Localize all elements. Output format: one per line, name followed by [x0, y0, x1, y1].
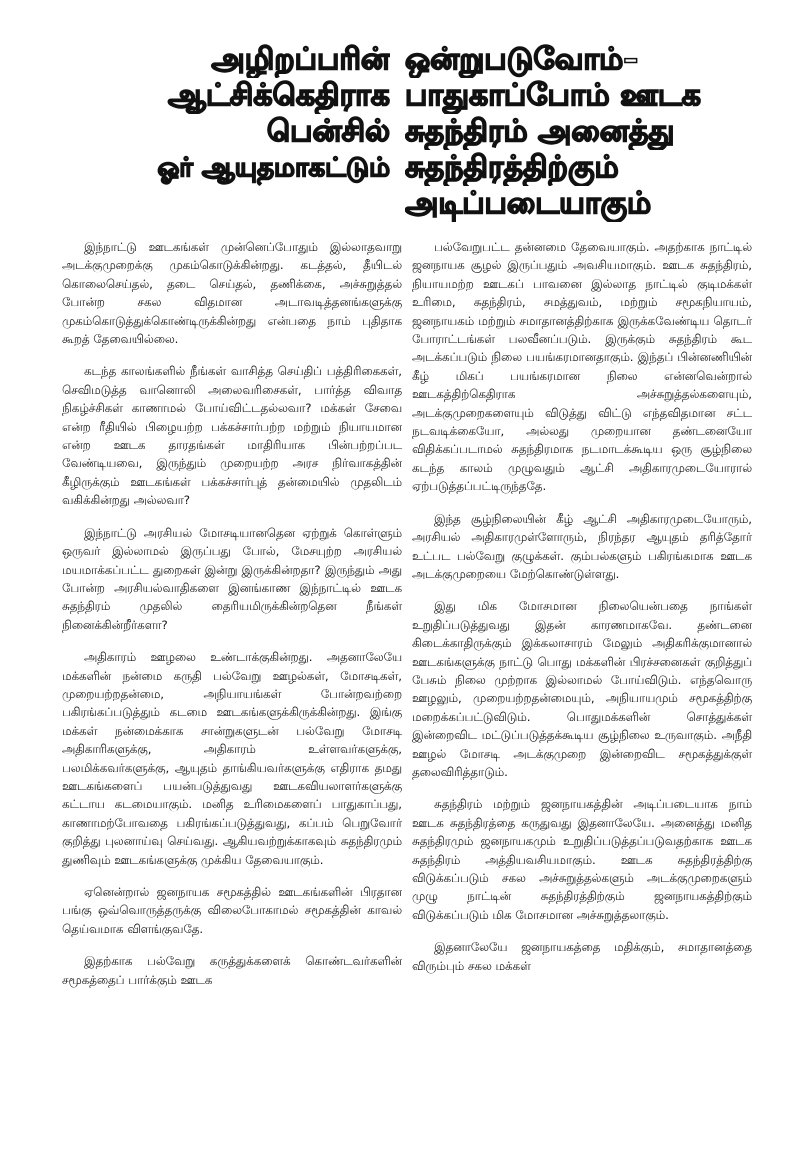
headline-right-line-1: ஒன்றுபடுவோம்– — [405, 42, 639, 77]
body-column-left — [62, 238, 402, 1003]
headline-left-column — [150, 42, 390, 186]
paragraph: இதனாலேயே ஜனநாயகத்தை மதிக்கும், சமாதானத்தை விரும்பும் சகல மக்கள் — [412, 940, 752, 973]
paragraph: இது மிக மோசமான நிலையென்பதை நாங்கள் உறுதிப்படுத்துவது இதன் காரணமாகவே. தண்டனை கிடைக்காதிருக்கும் இக்கலாசாரம் மேலும் அதிகரிக்குமானால் ஊடகங்களுக்கு நாட்டு பொது மக்களின் பிரச்சனைகள் குறித்துப் பேசும் நிலை முற்றாக இல்லாமல் போய்விடும். எந்தவொரு ஊழலும், முறையற்றதன்மையும், அநியாயமும் சமூகத்திற்கு மறைக்கப்பட்டுவிடும். பொதுமக்களின் சொத்துக்கள் இன்றைவிட மட்டுப்படுத்தக்கூடிய சூழ்நிலை உருவாகும். அநீதி ஊழல் மோசடி அடக்குமுறை இன்றைவிட சமூகத்துக்குள் தலைவிரித்தாடும். — [412, 599, 752, 779]
headline-right-line-5: அடிப்படையாகும் — [405, 186, 652, 221]
paragraph: அதிகாரம் ஊழலை உண்டாக்குகின்றது. அதனாலேயே மக்களின் நன்மை கருதி பல்வேறு ஊழல்கள், மோசடிகள், முறையற்றதன்மை, அநியாயங்கள் போன்றவற்றை பகிரங்கப்படுத்தும் கடமை ஊடகங்களுக்கிருக்கின்றது. இங்கு மக்கள் நன்மைக்காக சான்றுகளுடன் பல்வேறு மோசடி அதிகாரிகளுக்கு, அதிகாரம் உள்ளவர்களுக்கு, பலமிக்கவர்களுக்கு, ஆயுதம் தாங்கியவர்களுக்கு எதிராக தமது ஊடகங்களைப் பயன்படுத்துவது ஊடகவியலாளர்களுக்கு கட்டாய கடமையாகும். மனித உரிமைகளைப் பாதுகாப்பது, காணாமற்போவதை பகிரங்கப்படுத்துவது, கப்பம் பெறுவோர் குறித்து புலனாய்வு செய்வது. ஆகியவற்றுக்காகவும் சுதந்திரமும் துணிவும் ஊடகங்களுக்கு முக்கிய தேவையாகும். — [62, 650, 402, 867]
paragraph: கடந்த காலங்களில் நீங்கள் வாசித்த செய்திப் பத்திரிகைகள், செவிமடுத்த வானொலி அலைவரிசைகள், பார்த்த விவாத நிகழ்ச்சிகள் காணாமல் போய்விட்டதல்லவா? மக்கள் சேவை என்ற ரீதியில் பிழையற்ற பக்கச்சார்பற்ற மற்றும் நியாயமான என்ற ஊடக தாரதங்கள் மாதிரியாக பின்பற்றப்பட வேண்டியவை, இருந்தும் முறையற்ற அரச நிர்வாகத்தின் கீழிருக்கும் ஊடகங்கள் பக்கச்சார்புத் தன்மையில் முதலிடம் வகிக்கின்றது அல்லவா? — [62, 364, 402, 508]
paragraph: இந்த சூழ்நிலையின் கீழ் ஆட்சி அதிகாரமுடையோரும், அரசியல் அதிகாரமுள்ளோரும், நிரந்தர ஆயுதம் தரித்தோர் உட்பட பல்வேறு குழுக்கள். கும்பல்களும் பகிரங்கமாக ஊடக அடக்குமுறையை மேற்கொண்டுள்ளது. — [412, 511, 752, 581]
headline-right-line-3: சுதந்திரம் அனைத்து — [405, 114, 675, 149]
body-column-right — [412, 238, 752, 989]
paragraph: ஏனென்றால் ஜனநாயக சமூகத்தில் ஊடகங்களின் பிரதான பங்கு ஒவ்வொருத்தருக்கு விலைபோகாமல் சமூகத்தின் காவல் தெய்வமாக விளங்குவதே. — [62, 885, 402, 936]
headline-right-column — [405, 42, 710, 222]
headline — [150, 42, 710, 221]
headline-left-line-3: பென்சில் — [266, 114, 390, 149]
paragraph: சுதந்திரம் மற்றும் ஜனநாயகத்தின் அடிப்படையாக நாம் ஊடக சுதந்திரத்தை கருதுவது இதனாலேயே. அனைத்து மனித சுதந்திரமும் ஜனநாயகமும் உறுதிப்படுத்தப்படுவதற்காக ஊடக சுதந்திரம் அத்தியவசியமாகும். ஊடக சுதந்திரத்திற்கு விடுக்கப்படும் சகல அச்சுறுத்தல்களும் அடக்குமுறைகளும் முழு நாட்டின் சுதந்திரத்திற்கும் ஜனநாயகத்திற்கும் விடுக்கப்படும் மிக மோசமான அச்சுறுத்தலாகும். — [412, 797, 752, 922]
headline-left-line-4: ஓர் ஆயுதமாகட்டும் — [157, 153, 390, 183]
headline-right-line-2: பாதுகாப்போம் ஊடக — [405, 78, 701, 113]
paragraph: இந்நாட்டு ஊடகங்கள் முன்னெப்போதும் இல்லாதவாறு அடக்குமுறைக்கு முகம்கொடுக்கின்றது. கடத்தல், தீயிடல் கொலைசெய்தல், தடை செய்தல், தணிக்கை, அச்சுறுத்தல் போன்ற சகல விதமான அடாவடித்தனங்களுக்கு முகம்கொடுத்துக்கொண்டிருக்கின்றது என்பதை நாம் புதிதாக கூறத் தேவையில்லை. — [62, 240, 402, 347]
headline-left-line-1: அழிறப்பரின் — [211, 42, 390, 77]
headline-left-line-2: ஆட்சிக்கெதிராக — [168, 78, 390, 113]
paragraph: இதற்காக பல்வேறு கருத்துக்களைக் கொண்டவர்களின் சமூகத்தைப் பார்க்கும் ஊடக — [62, 954, 402, 987]
headline-right-line-4: சுதந்திரத்திற்கும் — [405, 150, 619, 185]
paragraph: பல்வேறுபட்ட தன்னமை தேவையாகும். அதற்காக நாட்டில் ஜனநாயக சூழல் இருப்பதும் அவசியமாகும். ஊடக சுதந்திரம், நியாயமற்ற ஊடகப் பாவனை இல்லாத நாட்டில் குடிமக்கள் உரிமை, சுதந்திரம், சமத்துவம், மற்றும் சமூகநியாயம், ஜனநாயகம் மற்றும் சமாதானத்திற்காக இருக்கவேண்டிய தொடர் போராட்டங்கள் பலவீனப்படும். இருக்கும் சுதந்திரம் கூட அடக்கப்படும் நிலை பயங்கரமானதாகும். இந்தப் பின்னணியின் கீழ் மிகப் பயங்கரமான நிலை என்னவென்றால் ஊடகத்திற்கெதிராக அச்சுறுத்தல்களையும், அடக்குமுறைகளையும் விடுத்து விட்டு எந்தவிதமான சட்ட நடவடிக்கையோ, அல்லது முறையான தண்டனையோ விதிக்கப்படாமல் சுதந்திரமாக நடமாடக்கூடிய ஒரு சூழ்நிலை கடந்த காலம் முழுவதும் ஆட்சி அதிகாரமுடையோரால் ஏற்படுத்தப்பட்டிருந்ததே. — [412, 240, 752, 494]
paragraph: இந்நாட்டு அரசியல் மோசடியானதென ஏற்றுக் கொள்ளும் ஒருவர் இல்லாமல் இருப்பது போல், மேசயுற்ற அரசியல் மயமாக்கப்பட்ட துறைகள் இன்று இருக்கின்றதா? இருந்தும் அது போன்ற அரசியல்வாதிகளை இனங்காண இந்நாட்டில் ஊடக சுதந்திரம் முதலில் தைரியமிருக்கின்றதென நீங்கள் நினைக்கின்றீர்களா? — [62, 525, 402, 632]
